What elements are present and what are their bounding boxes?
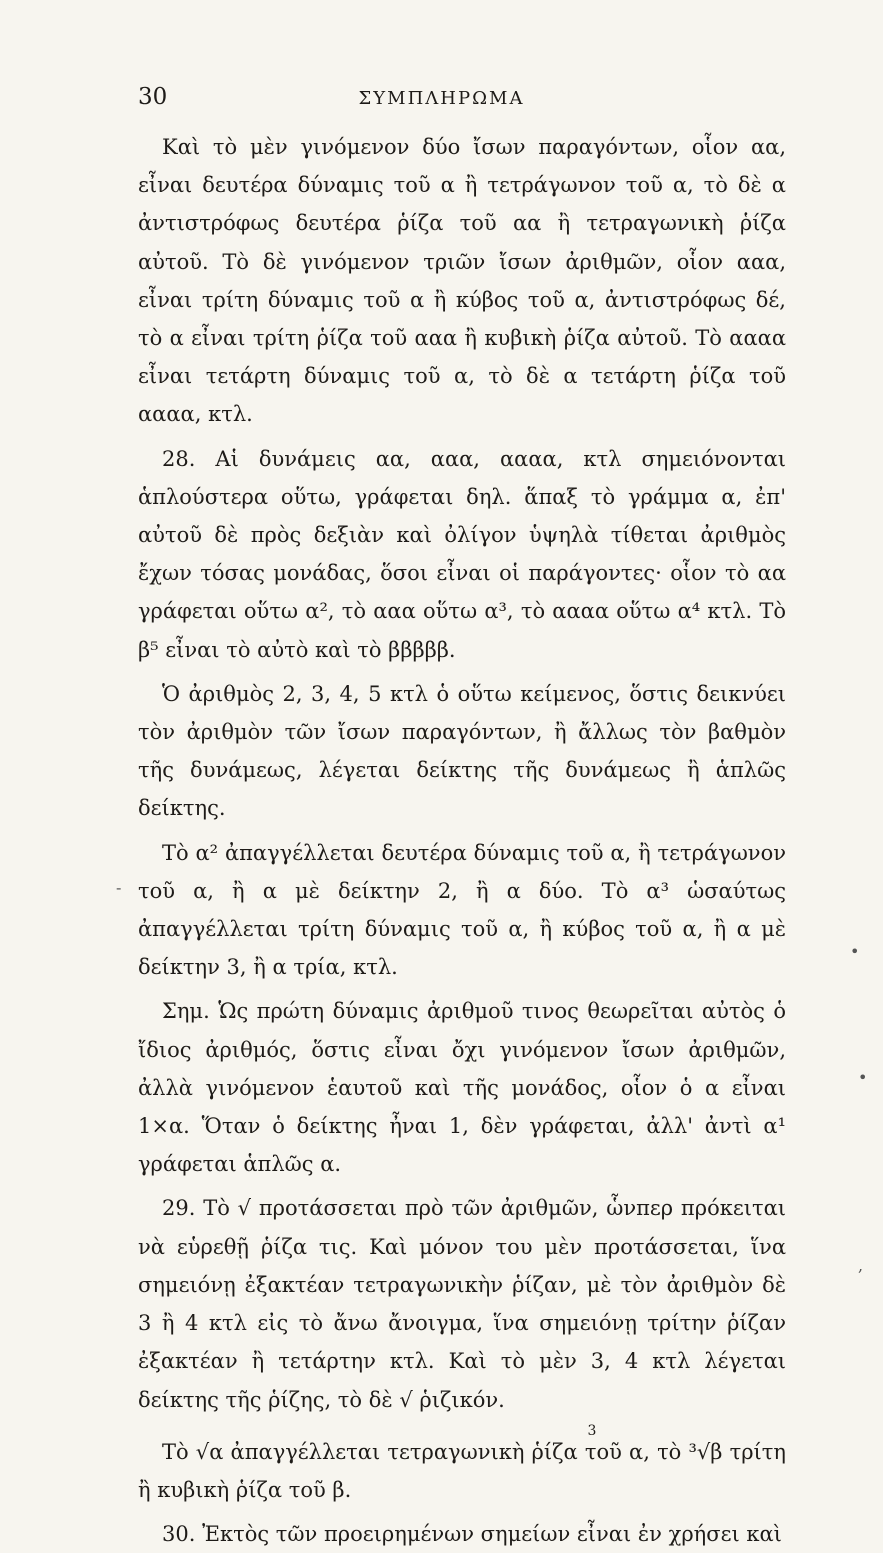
margin-dash: ,	[858, 1256, 864, 1275]
running-title: ΣΥΜΠΛΗΡΩΜΑ	[358, 88, 525, 109]
paragraph-powers-intro: Καὶ τὸ μὲν γινόμενον δύο ἴσων παραγόντων, οἷον αα, εἶναι δευτέρα δύναμις τοῦ α ἢ τετράγωνον τοῦ α, τὸ δὲ α ἀντιστρόφως δευτέρα ῥίζα τοῦ αα ἢ τετραγωνικὴ ῥίζα αὐτοῦ. Τὸ δὲ γινόμενον τριῶν ἴσων ἀριθμῶν, οἷον ααα, εἶναι τρίτη δύναμις τοῦ α ἢ κύβος τοῦ α, ἀντιστρόφως δέ, τὸ α εἶναι τρίτη ῥίζα τοῦ ααα ἢ κυβικὴ ῥίζα αὐτοῦ. Τὸ αααα εἶναι τετάρτη δύναμις τοῦ α, τὸ δὲ α τετάρτη ῥίζα τοῦ αααα, κτλ.	[138, 135, 786, 427]
root-index-marker: 3	[587, 1422, 597, 1439]
paragraph-root-reading: Τὸ √α ἀπαγγέλλεται τετραγωνικὴ ῥίζα τοῦ α, τὸ ³√β τρίτη ἢ κυβικὴ ῥίζα τοῦ β.	[138, 1439, 786, 1502]
paragraph-30: 30. Ἐκτὸς τῶν προειρημένων σημείων εἶναι ἐν χρήσει καὶ	[162, 1522, 782, 1547]
paragraph-29: 29. Τὸ √ προτάσσεται πρὸ τῶν ἀριθμῶν, ὧνπερ πρόκειται νὰ εὑρεθῇ ῥίζα τις. Καὶ μόνον του μὲν προτάσσεται, ἵνα σημειόνῃ ἐξακτέαν τετραγωνικὴν ῥίζαν, μὲ τὸν ἀριθμὸν δὲ 3 ἢ 4 κτλ εἰς τὸ ἄνω ἄνοιγμα, ἵνα σημειόνῃ τρίτην ῥίζαν ἐξακτέαν ἢ τετάρτην κτλ. Καὶ τὸ μὲν 3, 4 κτλ λέγεται δείκτης τῆς ῥίζης, τὸ δὲ √ ῥιζικόν.	[138, 1196, 786, 1412]
page-number: 30	[138, 84, 168, 110]
margin-dash: -	[116, 878, 122, 897]
paragraph-28: 28. Αἱ δυνάμεις αα, ααα, αααα, κτλ σημειόνονται ἁπλούστερα οὕτω, γράφεται δηλ. ἅπαξ τὸ γράμμα α, ἐπ' αὐτοῦ δὲ πρὸς δεξιὰν καὶ ὀλίγον ὑψηλὰ τίθεται ἀριθμὸς ἔχων τόσας μονάδας, ὅσοι εἶναι οἱ παράγοντες· οἷον τὸ αα γράφεται οὕτω α², τὸ ααα οὕτω α³, τὸ αααα οὕτω α⁴ κτλ. Τὸ β⁵ εἶναι τὸ αὐτὸ καὶ τὸ βββββ.	[138, 446, 786, 662]
paragraph-exponent: Ὁ ἀριθμὸς 2, 3, 4, 5 κτλ ὁ οὕτω κείμενος, ὅστις δεικνύει τὸν ἀριθμὸν τῶν ἴσων παραγόντων, ἢ ἄλλως τὸν βαθμὸν τῆς δυνάμεως, λέγεται δείκτης τῆς δυνάμεως ἢ ἁπλῶς δείκτης.	[138, 681, 786, 821]
paragraph-note: Σημ. Ὡς πρώτη δύναμις ἀριθμοῦ τινος θεωρεῖται αὐτὸς ὁ ἴδιος ἀριθμός, ὅστις εἶναι ὄχι γινόμενον ἴσων ἀριθμῶν, ἀλλὰ γινόμενον ἑαυτοῦ καὶ τῆς μονάδος, οἷον ὁ α εἶναι 1×α. Ὅταν ὁ δείκτης ἦναι 1, δὲν γράφεται, ἀλλ' ἀντὶ α¹ γράφεται ἁπλῶς α.	[138, 999, 786, 1177]
margin-dot: •	[850, 942, 860, 961]
body-text	[138, 128, 786, 1553]
margin-dot: •	[858, 1068, 868, 1087]
paragraph-reading: Τὸ α² ἀπαγγέλλεται δευτέρα δύναμις τοῦ α, ἢ τετράγωνον τοῦ α, ἢ α μὲ δείκτην 2, ἢ α δύο. Τὸ α³ ὡσαύτως ἀπαγγέλλεται τρίτη δύναμις τοῦ α, ἢ κύβος τοῦ α, ἢ α μὲ δείκτην 3, ἢ α τρία, κτλ.	[138, 840, 786, 980]
